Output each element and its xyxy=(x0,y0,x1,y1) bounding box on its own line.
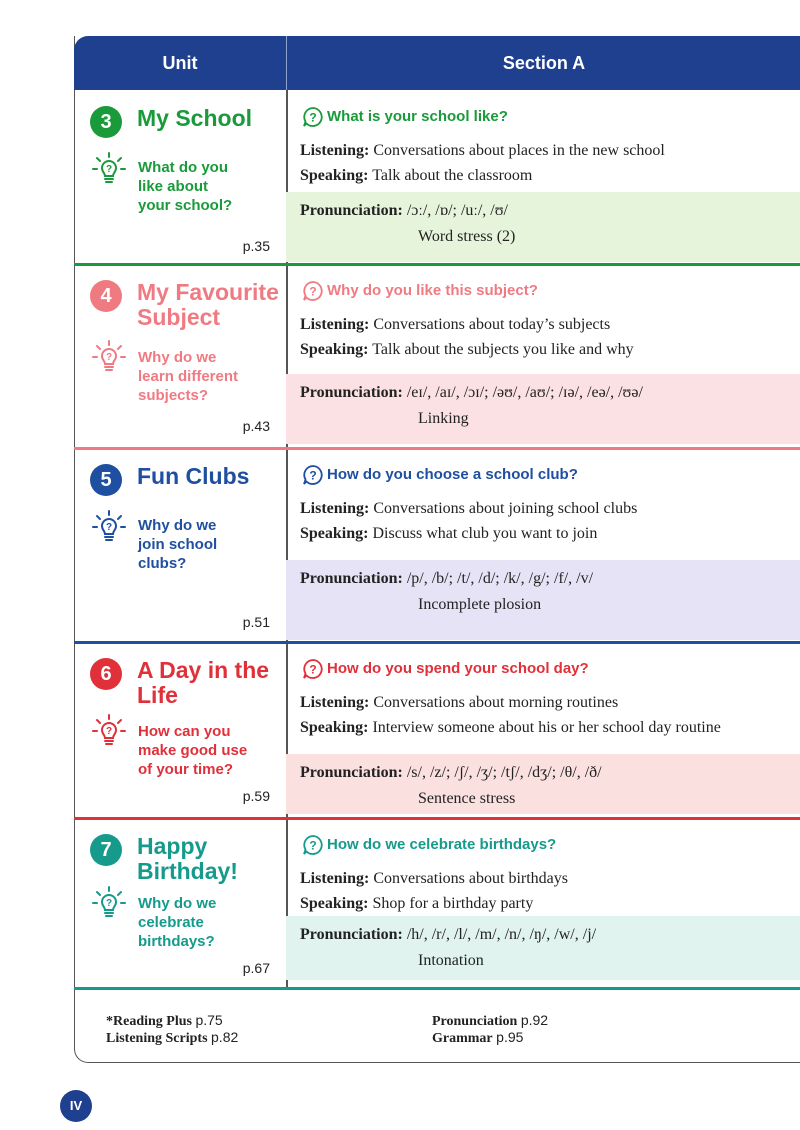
section-a-cell xyxy=(286,450,800,644)
unit-divider xyxy=(74,987,800,990)
svg-text:?: ? xyxy=(105,352,113,363)
unit-cell xyxy=(74,820,286,990)
lightbulb-question-icon xyxy=(92,152,126,186)
unit-page-ref[interactable]: p.67 xyxy=(242,960,270,976)
speaking-line: Speaking: Discuss what club you want to join xyxy=(300,525,598,542)
pronunciation-line: Pronunciation: /p/, /b/; /t/, /d/; /k/, /g/; /f/, /v/ xyxy=(300,570,594,587)
unit-question-line: Why do we xyxy=(138,349,217,366)
unit-big-question xyxy=(138,516,217,573)
pronunciation-line: Pronunciation: /eɪ/, /aɪ/, /ɔɪ/; /əʊ/, /aʊ/; /ɪə/, /eə/, /ʊə/ xyxy=(300,384,643,401)
footer-pronunciation[interactable]: Pronunciation p.92 xyxy=(432,1012,549,1029)
question-bubble-icon xyxy=(302,464,324,486)
svg-text:?: ? xyxy=(105,164,113,175)
section-a-cell xyxy=(286,266,800,450)
section-a-cell xyxy=(286,820,800,990)
speaking-line: Speaking: Shop for a birthday party xyxy=(300,895,534,912)
unit-number-badge: 3 xyxy=(90,106,122,138)
unit-cell xyxy=(74,450,286,644)
unit-3 xyxy=(74,92,800,266)
unit-question-line: of your time? xyxy=(138,761,234,778)
unit-7 xyxy=(74,820,800,990)
unit-page-ref[interactable]: p.59 xyxy=(242,788,270,804)
svg-text:?: ? xyxy=(105,898,113,909)
pronunciation-feature: Intonation xyxy=(418,952,484,969)
svg-text:?: ? xyxy=(309,284,317,299)
unit-big-question xyxy=(138,894,216,951)
unit-title-line: Fun Clubs xyxy=(137,463,250,489)
question-bubble-icon xyxy=(302,280,324,302)
lightbulb-question-icon xyxy=(92,886,126,920)
unit-number-badge: 6 xyxy=(90,658,122,690)
unit-question-line: make good use xyxy=(138,742,248,759)
section-a-cell xyxy=(286,92,800,266)
unit-title-line: Happy xyxy=(137,833,208,859)
pronunciation-line: Pronunciation: /h/, /r/, /l/, /m/, /n/, /ŋ/, /w/, /j/ xyxy=(300,926,597,943)
listening-line: Listening: Conversations about morning routines xyxy=(300,694,619,711)
listening-line: Listening: Conversations about today’s subjects xyxy=(300,316,611,333)
pronunciation-feature: Sentence stress xyxy=(418,790,516,807)
unit-title-line: Subject xyxy=(137,304,221,330)
svg-text:?: ? xyxy=(309,662,317,677)
unit-page-ref[interactable]: p.43 xyxy=(242,418,270,434)
pronunciation-feature: Word stress (2) xyxy=(418,228,516,245)
unit-question-line: subjects? xyxy=(138,387,209,404)
lightbulb-question-icon xyxy=(92,714,126,748)
section-question[interactable]: ? How do we celebrate birthdays? xyxy=(302,834,556,856)
unit-question-line: like about xyxy=(138,178,209,195)
unit-question-line: your school? xyxy=(138,197,233,214)
unit-big-question xyxy=(138,158,232,215)
header-unit: Unit xyxy=(162,53,198,73)
pronunciation-block xyxy=(286,916,800,980)
section-question[interactable]: ? How do you choose a school club? xyxy=(302,464,578,486)
footer-listening-scripts[interactable]: Listening Scripts p.82 xyxy=(106,1029,239,1046)
section-a-cell xyxy=(286,644,800,820)
listening-line: Listening: Conversations about places in the new school xyxy=(300,142,665,159)
unit-title-line: Life xyxy=(137,682,178,708)
svg-text:?: ? xyxy=(309,110,317,125)
unit-title[interactable] xyxy=(137,834,238,884)
unit-question-line: celebrate xyxy=(138,914,204,931)
footer-reading-plus[interactable]: *Reading Plus p.75 xyxy=(106,1012,223,1029)
listening-line: Listening: Conversations about joining school clubs xyxy=(300,500,638,517)
pronunciation-feature: Incomplete plosion xyxy=(418,596,542,613)
question-bubble-icon xyxy=(302,658,324,680)
unit-page-ref[interactable]: p.51 xyxy=(242,614,270,630)
page-number: IV xyxy=(60,1090,92,1122)
unit-question-line: Why do we xyxy=(138,517,217,534)
unit-title-line: My Favourite xyxy=(137,279,279,305)
unit-question-line: What do you xyxy=(138,159,228,176)
svg-text:?: ? xyxy=(105,726,113,737)
unit-cell xyxy=(74,644,286,820)
unit-number-badge: 5 xyxy=(90,464,122,496)
footer-grammar[interactable]: Grammar p.95 xyxy=(432,1029,524,1046)
svg-text:?: ? xyxy=(309,838,317,853)
question-bubble-icon xyxy=(302,106,324,128)
unit-title[interactable] xyxy=(137,106,252,131)
unit-title-line: A Day in the xyxy=(137,657,270,683)
unit-title-line: Birthday! xyxy=(137,858,238,884)
speaking-line: Speaking: Talk about the classroom xyxy=(300,167,533,184)
svg-text:?: ? xyxy=(105,522,113,533)
pronunciation-line: Pronunciation: /ɔː/, /ɒ/; /uː/, /ʊ/ xyxy=(300,202,508,219)
lightbulb-question-icon xyxy=(92,510,126,544)
footer xyxy=(74,1000,800,1060)
unit-question-line: Why do we xyxy=(138,895,217,912)
unit-cell xyxy=(74,266,286,450)
section-question[interactable]: ? Why do you like this subject? xyxy=(302,280,538,302)
unit-5 xyxy=(74,450,800,644)
unit-number-badge: 4 xyxy=(90,280,122,312)
unit-number-badge: 7 xyxy=(90,834,122,866)
unit-page-ref[interactable]: p.35 xyxy=(242,238,270,254)
speaking-line: Speaking: Interview someone about his or her school day routine xyxy=(300,719,721,736)
unit-title[interactable] xyxy=(137,464,249,489)
speaking-line: Speaking: Talk about the subjects you like and why xyxy=(300,341,634,358)
pronunciation-block xyxy=(286,374,800,444)
pronunciation-feature: Linking xyxy=(418,410,469,427)
unit-big-question xyxy=(138,348,238,405)
header-section: Section A xyxy=(286,36,800,90)
section-question[interactable]: ? How do you spend your school day? xyxy=(302,658,589,680)
unit-cell xyxy=(74,92,286,266)
pronunciation-line: Pronunciation: /s/, /z/; /ʃ/, /ʒ/; /tʃ/, /dʒ/; /θ/, /ð/ xyxy=(300,764,602,781)
unit-question-line: join school xyxy=(138,536,218,553)
svg-text:?: ? xyxy=(309,468,317,483)
lightbulb-question-icon xyxy=(92,340,126,374)
unit-question-line: clubs? xyxy=(138,555,187,572)
pronunciation-block xyxy=(286,192,800,262)
unit-big-question xyxy=(138,722,247,779)
unit-question-line: learn different xyxy=(138,368,239,385)
unit-question-line: How can you xyxy=(138,723,231,740)
pronunciation-block xyxy=(286,560,800,640)
section-question[interactable]: ? What is your school like? xyxy=(302,106,508,128)
unit-title[interactable] xyxy=(137,280,279,330)
unit-question-line: birthdays? xyxy=(138,933,215,950)
question-bubble-icon xyxy=(302,834,324,856)
listening-line: Listening: Conversations about birthdays xyxy=(300,870,568,887)
table-header xyxy=(74,36,800,90)
unit-4 xyxy=(74,266,800,450)
pronunciation-block xyxy=(286,754,800,814)
unit-title-line: My School xyxy=(137,105,253,131)
unit-6 xyxy=(74,644,800,820)
unit-title[interactable] xyxy=(137,658,269,708)
